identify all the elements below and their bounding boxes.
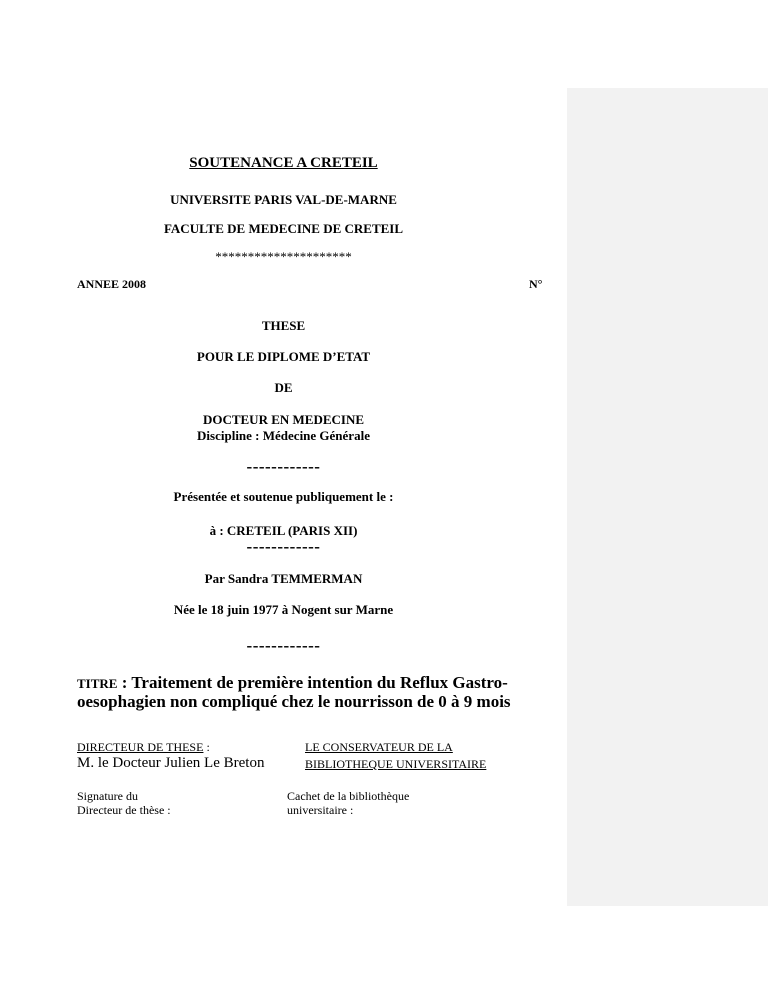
thesis-title-line-1 [77,674,508,691]
comment-margin-pane [567,88,768,906]
thesis-title-line-2: oesophagien non compliqué chez le nourrisson de 0 à 9 mois [77,692,511,711]
cachet-line-1: Cachet de la bibliothèque [287,789,410,803]
faculte-line: FACULTE DE MEDECINE DE CRETEIL [163,221,404,236]
signature-line-1: Signature du [77,789,138,803]
diplome-line: POUR LE DIPLOME D’ETAT [196,349,371,364]
these-heading: THESE [261,318,306,333]
directeur-label-text: DIRECTEUR DE THESE [77,740,204,754]
cachet-line-2: universitaire : [287,803,354,817]
conservateur-line-1: LE CONSERVATEUR DE LA [305,740,453,754]
lieu-line: à : CRETEIL (PARIS XII) [209,523,358,538]
numero-label: N° [529,277,543,291]
directeur-label-colon: : [203,740,210,754]
auteur-line: Par Sandra TEMMERMAN [204,571,363,586]
docteur-line: DOCTEUR EN MEDECINE [202,412,365,427]
separator-dashes-3: ------------ [246,636,321,655]
de-line: DE [274,380,293,395]
thesis-title-text-1: : Traitement de première intention du Reflux Gastro- [117,673,508,692]
annee-label: ANNEE 2008 [77,277,147,291]
directeur-name: M. le Docteur Julien Le Breton [77,755,265,771]
signature-line-2: Directeur de thèse : [77,803,171,817]
universite-line: UNIVERSITE PARIS VAL-DE-MARNE [170,192,397,207]
directeur-label [77,741,210,753]
naissance-line: Née le 18 juin 1977 à Nogent sur Marne [173,602,394,617]
conservateur-line-2: BIBLIOTHEQUE UNIVERSITAIRE [305,757,487,771]
separator-dashes-1: ------------ [246,457,321,476]
soutenance-heading: SOUTENANCE A CRETEIL [189,155,378,171]
presentee-line: Présentée et soutenue publiquement le : [173,489,394,504]
stars-separator: ********************* [215,249,352,264]
separator-dashes-2: ------------ [246,537,321,556]
titre-label: TITRE [77,676,118,691]
discipline-line: Discipline : Médecine Générale [197,428,370,443]
